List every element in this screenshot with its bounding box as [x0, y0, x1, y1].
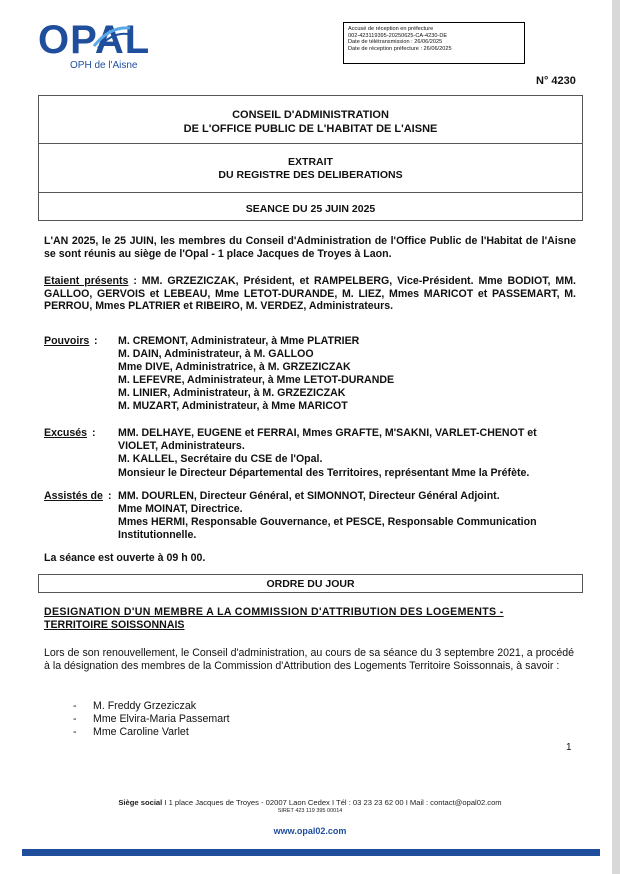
footer-address	[60, 798, 560, 807]
present-label: Etaient présents	[44, 275, 129, 287]
agenda-title: ORDRE DU JOUR	[266, 578, 355, 590]
assiste-item: MM. DOURLEN, Directeur Général, et SIMONNOT, Directeur Général Adjoint.	[118, 490, 500, 502]
list-bullet: -	[73, 713, 77, 725]
pouvoir-item: M. MUZART, Administrateur, à Mme MARICOT	[118, 400, 348, 412]
footer-siret: SIRET 423 119 395 00014	[277, 808, 343, 814]
extract-subtitle: DU REGISTRE DES DELIBERATIONS	[218, 169, 403, 181]
stamp-line: Date de réception préfecture : 26/06/2025	[348, 45, 452, 52]
prefecture-receipt-stamp	[343, 22, 525, 64]
agenda-subject-line2: TERRITOIRE SOISSONNAIS	[44, 619, 185, 631]
logo-swoosh-icon	[92, 24, 132, 50]
excuse-item: Monsieur le Directeur Départemental des Territoires, représentant Mme la Préfète.	[118, 467, 530, 479]
board-subtitle: DE L'OFFICE PUBLIC DE L'HABITAT DE L'AISNE	[183, 123, 438, 135]
list-item: M. Freddy Grzeziczak	[93, 700, 197, 712]
present-paragraph	[44, 275, 576, 313]
stamp-line: 002-423119395-20250625-CA-4230-DE	[348, 32, 448, 39]
excuses-separator: :	[92, 427, 96, 439]
present-text: : MM. GRZEZICZAK, Président, et RAMPELBERG, Vice-Président. Mme BODIOT, MM. GALLOO, GERVOIS et LEBEAU, Mme LETOT-DURANDE, M. LIEZ, Mmes MARICOT et PASSEMART, M. PERROU, Mmes PLATRIER et RIBEIRO, M. VERDEZ, Administrateurs.	[44, 275, 576, 313]
stamp-line: Accusé de réception en préfecture	[348, 26, 434, 32]
agenda-body: Lors de son renouvellement, le Conseil d'administration, au cours de sa séance du 3 septembre 2021, a procédé à la désignation des membres de la Commission d'Attribution des Logements Territoire Soissonnais, à savoir :	[44, 647, 574, 672]
document-number: N° 4230	[536, 75, 576, 87]
logo-wordmark: OPAL	[38, 18, 151, 62]
page-edge	[612, 0, 620, 874]
pouvoir-item: M. DAIN, Administrateur, à M. GALLOO	[118, 348, 314, 360]
pouvoirs-label: Pouvoirs	[44, 335, 90, 347]
assiste-item: Mmes HERMI, Responsable Gouvernance, et PESCE, Responsable Communication Institutionnelle.	[118, 516, 537, 541]
excuses-label: Excusés	[44, 427, 87, 439]
assistes-label: Assistés de	[44, 490, 103, 502]
pouvoir-item: M. LEFEVRE, Administrateur, à Mme LETOT-DURANDE	[118, 374, 395, 386]
list-item: Mme Caroline Varlet	[93, 726, 189, 738]
stamp-line: Date de télétransmission : 26/06/2025	[348, 39, 443, 46]
footer-address-label: Siège social	[118, 798, 163, 807]
header-divider	[38, 143, 583, 144]
footer-website-link[interactable]: www.opal02.com	[273, 826, 347, 836]
opening-time: La séance est ouverte à 09 h 00.	[44, 552, 206, 564]
excuse-item: MM. DELHAYE, EUGENE et FERRAI, Mmes GRAFTE, M'SAKNI, VARLET-CHENOT et VIOLET, Administrateurs.	[118, 427, 537, 452]
assiste-item: Mme MOINAT, Directrice.	[118, 503, 243, 515]
pouvoirs-separator: :	[94, 335, 98, 347]
intro-paragraph: L'AN 2025, le 25 JUIN, les membres du Conseil d'Administration de l'Office Public de l'Habitat de l'Aisne se sont réunis au siège de l'Opal - 1 place Jacques de Troyes à Laon.	[44, 235, 576, 260]
agenda-subject: DESIGNATION D'UN MEMBRE A LA COMMISSION D'ATTRIBUTION DES LOGEMENTS -	[44, 606, 504, 618]
footer-address-text: I 1 place Jacques de Troyes - 02007 Laon Cedex I Tél : 03 23 23 62 00 I Mail : contact@opal02.com	[162, 798, 502, 807]
session-date: SEANCE DU 25 JUIN 2025	[245, 203, 376, 215]
extract-title: EXTRAIT	[288, 156, 333, 168]
pouvoir-item: M. CREMONT, Administrateur, à Mme PLATRIER	[118, 335, 360, 347]
pouvoir-item: M. LINIER, Administrateur, à M. GRZEZICZAK	[118, 387, 346, 399]
header-divider	[38, 192, 583, 193]
board-title: CONSEIL D'ADMINISTRATION	[232, 109, 389, 121]
list-bullet: -	[73, 726, 77, 738]
list-item: Mme Elvira-Maria Passemart	[93, 713, 230, 725]
list-bullet: -	[73, 700, 77, 712]
pouvoir-item: Mme DIVE, Administratrice, à M. GRZEZICZAK	[118, 361, 351, 373]
assistes-separator: :	[108, 490, 112, 502]
page-number: 1	[566, 742, 572, 753]
excuse-item: M. KALLEL, Secrétaire du CSE de l'Opal.	[118, 453, 323, 465]
footer-brand-bar	[22, 849, 600, 856]
logo-subtitle: OPH de l'Aisne	[70, 60, 138, 71]
